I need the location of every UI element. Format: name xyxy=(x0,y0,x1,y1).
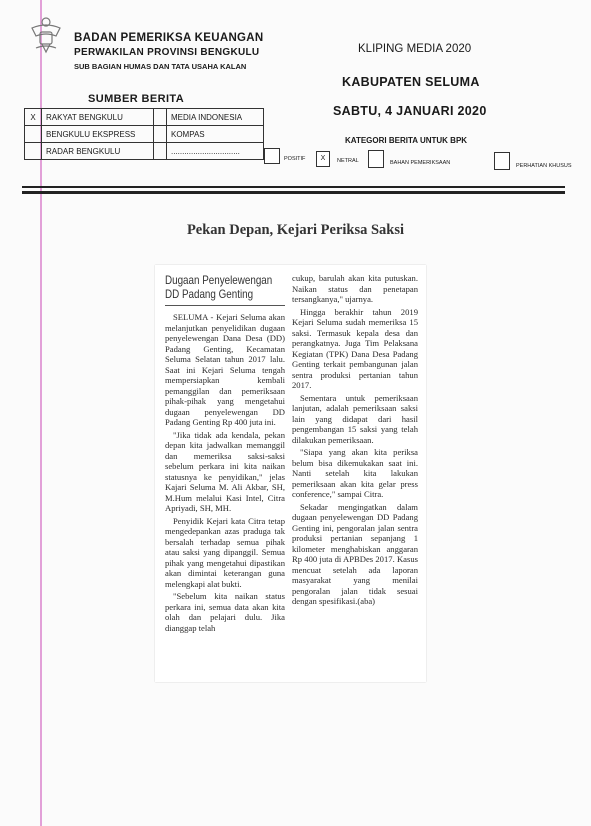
paragraph: "Siapa yang akan kita periksa belum bisa dikemukakan saat ini. Nanti setelah kita lakukan pemeriksaan akan kita gelar press conference," sampai Citra. xyxy=(292,447,418,499)
netral-checkbox: X xyxy=(316,151,330,167)
org-name: BADAN PEMERIKSA KEUANGAN xyxy=(74,32,264,44)
clipping-title: KLIPING MEDIA 2020 xyxy=(358,43,472,55)
paragraph: cukup, barulah akan kita putuskan. Naikan status dan penetapan tersangkanya," ujarnya. xyxy=(292,273,418,304)
bahan-label: BAHAN PEMERIKSAAN xyxy=(390,160,451,166)
date-title: SABTU, 4 JANUARI 2020 xyxy=(333,104,487,118)
paragraph: "Jika tidak ada kendala, pekan depan kita jadwalkan memanggil dan memeriksa saksi-saksi sebelum perkara ini kita naikan statusnya ke penyidikan," jelas Kajari Seluma M. Ali Akbar, SH, M.Hum melalui Kasi Intel, Citra Apriyadi, SH, MH. xyxy=(165,429,285,513)
office-name: PERWAKILAN PROVINSI BENGKULU xyxy=(74,47,260,58)
paragraph: Hingga berakhir tahun 2019 Kejari Seluma sudah memeriksa 15 saksi. Termasuk kepala desa dan perangkatnya. Juga Tim Pelaksana Kegiatan (TPK) Dana Desa Padang Genting terkait pembangunan jalan sentra produksi pertanian tahun 2017. xyxy=(292,306,418,390)
article-column-2 xyxy=(292,273,418,609)
netral-label: NETRAL xyxy=(337,158,359,164)
source-left: RAKYAT BENGKULU xyxy=(42,109,154,126)
divider-line xyxy=(22,191,565,194)
article-headline: Pekan Depan, Kejari Periksa Saksi xyxy=(186,222,405,238)
source-mark: X xyxy=(25,109,42,126)
garuda-emblem-icon xyxy=(28,14,64,56)
region-title: KABUPATEN SELUMA xyxy=(342,75,480,89)
paragraph: "Sebelum kita naikan status perkara ini, semua data akan kita olah dan pelajari dulu. Jika dianggap telah xyxy=(165,591,285,633)
bahan-checkbox xyxy=(368,150,384,168)
source-right: MEDIA INDONESIA xyxy=(167,109,264,126)
source-left: BENGKULU EKSPRESS xyxy=(42,126,154,143)
source-row xyxy=(25,143,264,160)
source-right: ............................... xyxy=(167,143,264,160)
article-subhead: Dugaan Penyelewengan DD Padang Genting xyxy=(165,273,273,301)
news-clipping xyxy=(155,265,426,682)
positif-checkbox xyxy=(264,148,280,164)
source-mark xyxy=(25,143,42,160)
perhatian-checkbox xyxy=(494,152,510,170)
source-left: RADAR BENGKULU xyxy=(42,143,154,160)
sources-table xyxy=(24,108,264,160)
subhead-rule xyxy=(165,305,285,306)
perhatian-label: PERHATIAN KHUSUS xyxy=(516,163,572,169)
paragraph: Sementara untuk pemeriksaan lanjutan, adalah pemeriksaan saksi lain yang didapat dari hasil pengembangan 15 saksi yang telah dilakukan pemeriksaan. xyxy=(292,392,418,445)
paragraph: SELUMA - Kejari Seluma akan melanjutkan penyelidikan dugaan penyelewengan Dana Desa (DD) Padang Genting, Kecamatan Seluma Selatan tahun 2017 lalu. Saat ini Kejari Seluma tengah mempersiapkan kembali pemanggilan dan pemeriksaan pihak-pihak yang mengetahui dugaan penyelewengan DD Padang Genting Rp 400 juta ini. xyxy=(165,312,285,427)
division-name: SUB BAGIAN HUMAS DAN TATA USAHA KALAN xyxy=(74,62,247,71)
divider-line xyxy=(22,186,565,188)
positif-label: POSITIF xyxy=(284,156,306,162)
paragraph: Penyidik Kejari kata Citra tetap mengedepankan azas praduga tak bersalah terhadap semua pihak atau saksi yang dipanggil. Semua pihak yang mengetahui dipastikan akan dimintai keterangan guna melengkapi alat bukti. xyxy=(165,515,285,589)
article-column-1 xyxy=(165,273,285,635)
sources-title: SUMBER BERITA xyxy=(88,93,185,105)
source-mark xyxy=(25,126,42,143)
source-right: KOMPAS xyxy=(167,126,264,143)
source-row xyxy=(25,109,264,126)
paragraph: Sekadar mengingatkan dalam dugaan penyelewengan DD Padang Genting ini, pengoralan jalan sentra produksi pertanian sepanjang 1 kilometer menghabiskan anggaran Rp 400 juta di APBDes 2017. Kasus mencuat setelah ada laporan masyarakat yang menilai pengoralan jalan tidak sesuai dengan spesifikasi.(aba) xyxy=(292,501,418,606)
category-title: KATEGORI BERITA UNTUK BPK xyxy=(345,136,468,145)
source-row xyxy=(25,126,264,143)
